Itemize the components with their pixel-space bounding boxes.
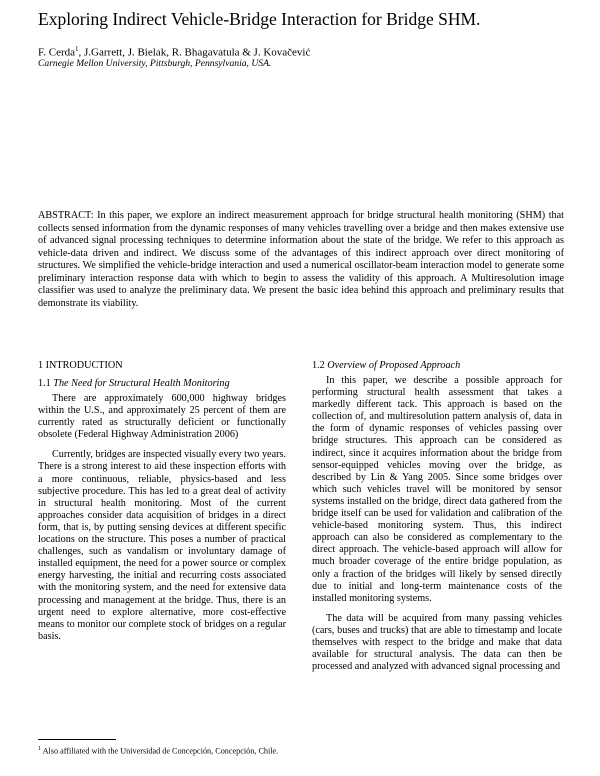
footnote-text: Also affiliated with the Universidad de Concepción, Concepción, Chile. [41, 746, 279, 756]
footnote-number: 1 [38, 746, 41, 752]
subsection-title: Overview of Proposed Approach [327, 360, 461, 371]
left-column [38, 359, 286, 651]
paragraph: The data will be acquired from many passing vehicles (cars, buses and trucks) that are able to timestamp and locate themselves with respect to the bridge and make that data available for structural analysis. The data can then be processed and analyzed with advanced signal processing and [312, 612, 562, 673]
abstract: ABSTRACT: In this paper, we explore an indirect measurement approach for bridge structural health monitoring (SHM) that collects sensed information from the dynamic responses of many vehicles travelling over a bridge and then makes extensive use of advanced signal processing techniques to determine information about the state of the bridge. We refer to this approach as vehicle-data driven and indirect. We discuss some of the advantages of this indirect approach over direct monitoring of structures. We simplified the vehicle-bridge interaction and used a numerical oscillator-beam interaction model to generate some preliminary interaction response data with which to begin to assess the validity of this approach. A Multiresolution image classifier was used to analyze the preliminary data. We present the basic idea behind this approach and preliminary results that demonstrate its viability. [38, 210, 564, 309]
right-column [312, 359, 562, 681]
paragraph: Currently, bridges are inspected visually every two years. There is a strong interest to aid these inspection efforts with a more continuous, reliable, physics-based and less subjective procedure. This has led to a great deal of activity in structural health monitoring. Most of the current approaches consider data acquisition of bridges in a direct form, that is, by putting sensing devices at different specific locations on the structure. This poses a number of practical challenges, such as vandalism or involuntary damage of installed equipment, the need for a power source or complex energy harvesting, the initial and recurring costs associated with the monitoring system, and the need for extensive data processing and management at the bridge. Thus, there is an urgent need to explore alternative, more cost-effective means to monitor our complete stock of bridges on a regular basis. [38, 449, 286, 642]
affiliation: Carnegie Mellon University, Pittsburgh, Pennsylvania, USA. [38, 58, 272, 69]
section-heading-introduction: 1 INTRODUCTION [38, 360, 123, 371]
subsection-number: 1.1 [38, 378, 54, 389]
subsection-heading-overview [312, 359, 562, 372]
subsection-number: 1.2 [312, 360, 328, 371]
paper-title: Exploring Indirect Vehicle-Bridge Interaction for Bridge SHM. [38, 9, 481, 29]
footnote [38, 744, 286, 757]
first-author: F. Cerda [38, 46, 76, 59]
subsection-heading-need [38, 377, 286, 390]
paragraph: There are approximately 600,000 highway bridges within the U.S., and approximately 25 percent of them are currently rated as structurally deficient or functionally obsolete (Federal Highway Administration 2006) [38, 393, 286, 441]
other-authors: , J.Garrett, J. Bielak, R. Bhagavatula & J. Kovačević [78, 46, 311, 59]
footnote-marker: 1 [75, 45, 79, 53]
subsection-title: The Need for Structural Health Monitoring [53, 378, 230, 389]
author-list [38, 42, 578, 60]
footnote-divider [38, 739, 116, 740]
paragraph: In this paper, we describe a possible approach for performing structural health assessment that takes a markedly different tack. This approach is based on the collection of, and multiresolution pattern analysis of, data in the form of dynamic responses of vehicles passing over bridge structures. This approach can be considered as indirect, since it acquires information about the bridge from sensor-equipped vehicles moving over the bridge, as described by Lin & Yang 2005. Since some bridges over which such vehicles travel will be monitored by sensor systems installed on the bridge, direct data gathered from the bridge itself can be used for validation and calibration of the vehicle-based monitoring system. Thus, this indirect approach can also be considered as complementary to the direct approach. The vehicle-based approach will allow for much broader coverage of the entire bridge population, as only a fraction of the bridges will likely by sensed directly due to initial and long-term maintenance costs of the installed monitoring systems. [312, 375, 562, 604]
